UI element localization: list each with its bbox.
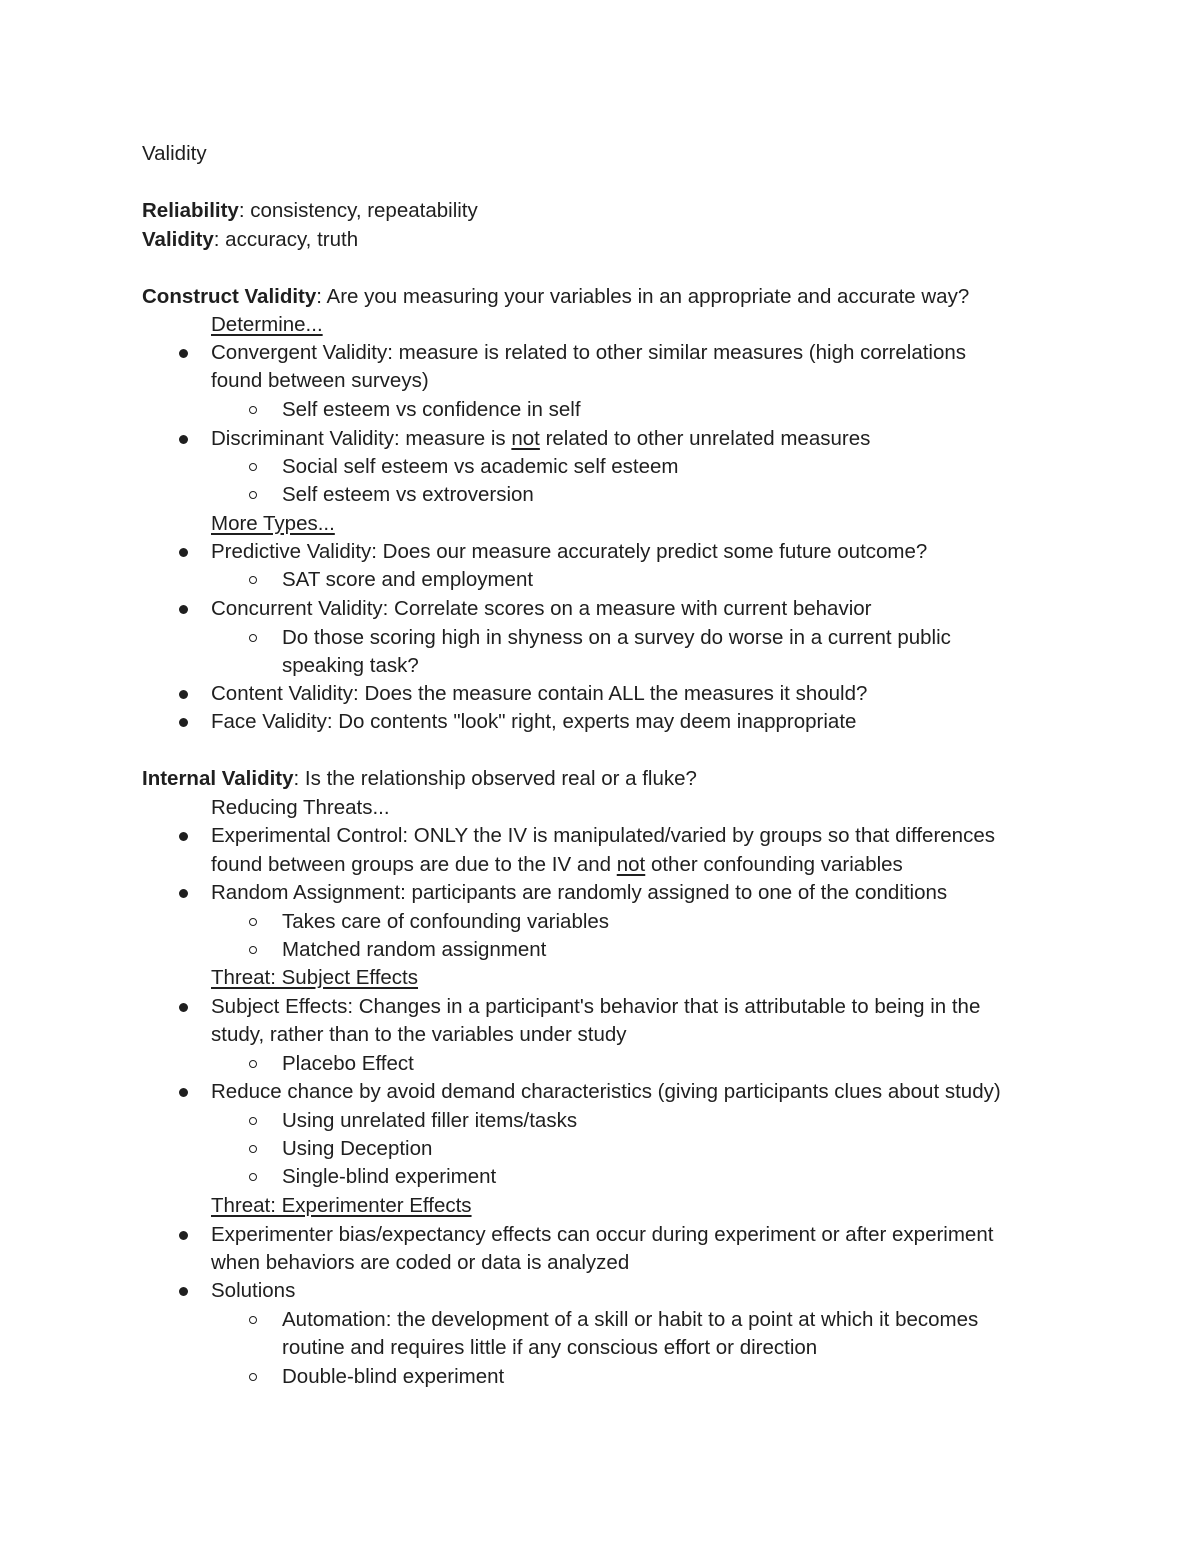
bullet-icon <box>179 690 188 699</box>
bullet-icon <box>179 832 188 841</box>
list-item-continuation: found between groups are due to the IV and not other confounding variables <box>211 853 903 876</box>
list-item: Discriminant Validity: measure is not related to other unrelated measures <box>211 427 871 450</box>
list-item: Face Validity: Do contents "look" right, experts may deem inappropriate <box>211 710 857 733</box>
sub-bullet-icon <box>249 1173 257 1181</box>
list-item: Convergent Validity: measure is related to other similar measures (high correlations <box>211 341 967 364</box>
list-item-continuation: found between surveys) <box>211 369 429 392</box>
sub-bullet-icon <box>249 946 257 954</box>
bullet-icon <box>179 1287 188 1296</box>
sub-bullet-icon <box>249 576 257 584</box>
bullet-icon <box>179 718 188 727</box>
sub-list-item-continuation: routine and requires little if any conscious effort or direction <box>282 1336 818 1359</box>
sub-list-item: Self esteem vs extroversion <box>282 483 534 506</box>
sub-list-item: Using Deception <box>282 1137 433 1160</box>
sub-list-item: Matched random assignment <box>282 938 547 961</box>
list-item-continuation: when behaviors are coded or data is analyzed <box>211 1251 630 1274</box>
doc-title: Validity <box>142 142 207 165</box>
threat-experimenter-subheading: Threat: Experimenter Effects <box>211 1194 472 1217</box>
bullet-icon <box>179 1003 188 1012</box>
bullet-icon <box>179 889 188 898</box>
determine-subheading: Determine... <box>211 313 323 336</box>
construct-validity-heading: Construct Validity: Are you measuring your variables in an appropriate and accurate way? <box>142 285 970 308</box>
list-item: Reduce chance by avoid demand characteristics (giving participants clues about study) <box>211 1080 1001 1103</box>
list-item-continuation: study, rather than to the variables under study <box>211 1023 627 1046</box>
bullet-icon <box>179 1088 188 1097</box>
sub-list-item: Placebo Effect <box>282 1052 414 1075</box>
list-item: Predictive Validity: Does our measure accurately predict some future outcome? <box>211 540 928 563</box>
sub-bullet-icon <box>249 463 257 471</box>
list-item: Subject Effects: Changes in a participant's behavior that is attributable to being in the <box>211 995 981 1018</box>
bullet-icon <box>179 548 188 557</box>
sub-list-item: Takes care of confounding variables <box>282 910 610 933</box>
sub-list-item: SAT score and employment <box>282 568 534 591</box>
list-item: Concurrent Validity: Correlate scores on a measure with current behavior <box>211 597 872 620</box>
list-item: Experimental Control: ONLY the IV is manipulated/varied by groups so that differences <box>211 824 995 847</box>
sub-bullet-icon <box>249 1117 257 1125</box>
sub-list-item: Double-blind experiment <box>282 1365 505 1388</box>
more-types-subheading: More Types... <box>211 512 335 535</box>
sub-bullet-icon <box>249 491 257 499</box>
bullet-icon <box>179 1231 188 1240</box>
sub-list-item: Social self esteem vs academic self esteem <box>282 455 679 478</box>
bullet-icon <box>179 605 188 614</box>
sub-list-item: Self esteem vs confidence in self <box>282 398 581 421</box>
sub-list-item: Do those scoring high in shyness on a survey do worse in a current public <box>282 626 951 649</box>
sub-list-item-continuation: speaking task? <box>282 654 419 677</box>
sub-bullet-icon <box>249 1145 257 1153</box>
list-item: Content Validity: Does the measure contain ALL the measures it should? <box>211 682 868 705</box>
list-item: Random Assignment: participants are randomly assigned to one of the conditions <box>211 881 948 904</box>
bullet-icon <box>179 349 188 358</box>
bullet-icon <box>179 435 188 444</box>
sub-list-item: Automation: the development of a skill or habit to a point at which it becomes <box>282 1308 979 1331</box>
list-item: Experimenter bias/expectancy effects can occur during experiment or after experiment <box>211 1223 994 1246</box>
list-item: Solutions <box>211 1279 296 1302</box>
reducing-threats-subheading: Reducing Threats... <box>211 796 390 819</box>
sub-bullet-icon <box>249 406 257 414</box>
threat-subject-subheading: Threat: Subject Effects <box>211 966 419 989</box>
sub-list-item: Using unrelated filler items/tasks <box>282 1109 578 1132</box>
sub-bullet-icon <box>249 1373 257 1381</box>
sub-bullet-icon <box>249 1060 257 1068</box>
validity-definition: Validity: accuracy, truth <box>142 228 359 251</box>
sub-bullet-icon <box>249 918 257 926</box>
sub-list-item: Single-blind experiment <box>282 1165 497 1188</box>
sub-bullet-icon <box>249 1316 257 1324</box>
reliability-definition: Reliability: consistency, repeatability <box>142 199 478 222</box>
internal-validity-heading: Internal Validity: Is the relationship observed real or a fluke? <box>142 767 697 790</box>
sub-bullet-icon <box>249 634 257 642</box>
